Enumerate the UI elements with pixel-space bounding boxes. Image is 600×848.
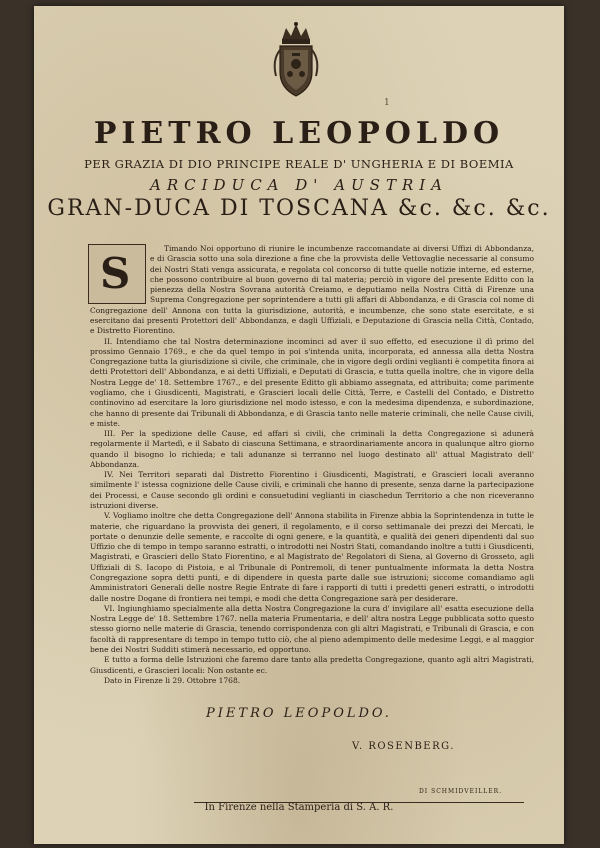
- paragraph-4: IV. Nei Territori separati dal Distretto Fiorentino i Giusdicenti, Magistrati, e Grascieri locali averanno similmente l' istessa cognizione delle Cause civili, e criminali che hanno di presente, senza darne la partecipazione dei Processi, e Cause secondo gli ordini e consuetudini veglianti in ciaschedun Territorio a che non riceveranno istruzioni diverse.: [90, 470, 534, 511]
- initial-letter: S: [100, 249, 131, 298]
- page-mark: 1: [384, 98, 390, 108]
- paragraph-1: Timando Noi opportuno di riunire le incumbenze raccomandate ai diversi Uffizi di Abbondanza, e di Grascia sotto una sola direzione a fine che la provvista delle Vettovaglie necessarie al consumo dei Nostri Stati venga assicurata, e regolata col concorso di tutte quelle notizie interne, ed esterne, che possono contribuire al buon governo di tal materia; perciò in vigore del presente Editto con la pienezza della Nostra Sovrana autorità Creiamo, e deputiamo nella Nostra Città di Firenze una Suprema Congregazione per soprintendere a tutti gli affari di Abbondanza, e di Grascia col nome di Congregazione dell' Annona con tutta la giurisdizione, autorità, e incumbenze, che sono state esercitate, e si esercitano dai presenti Protettori dell' Abbondanza, e dagli Uffiziali, e Deputazione di Grascia nella Città, Contado, e Distretto Fiorentino.: [90, 244, 534, 336]
- document-title: PIETRO LEOPOLDO: [93, 116, 505, 151]
- coat-of-arms-icon: [268, 20, 324, 100]
- signature: PIETRO LEOPOLDO.: [206, 706, 392, 721]
- secretary-name: DI SCHMIDVEILLER.: [419, 788, 503, 795]
- paragraph-5: V. Vogliamo inoltre che detta Congregazione dell' Annona stabilita in Firenze abbia la Soprintendenza in tutte le materie, che riguardano la provvista dei generi, il regolamento, e il corso settimanale dei prezzi dei Mercati, le portate o denunzie delle semente, e raccolte di ogni genere, e la quantità, e qualità dei generi dipendenti dal suo Uffizio che di tempo in tempo saranno estratti, o introdotti nei Nostri Stati, comandando inoltre a tutti i Giusdicenti, Magistrati, e Grascieri dello Stato Fiorentino, e al Magistrato de' Regolatori di Siena, al Governo di Grosseto, agli Uffiziali di S. Iacopo di Pistoia, e al Tribunale di Pontremoli, di tener puntualmente informata la detta Nostra Congregazione sopra detti punti, e di dipendere in questa parte dalle sue istruzioni; siccome comandiamo agli Amministratori Generali delle nostre Regie Entrate di fare i rapporti di tutti i predetti generi estratti, o introdotti dalle nostre Dogane di frontiera nei tempi, e modi che detta Congregazione sarà per desiderare.: [90, 511, 534, 603]
- title-line-4: GRAN-DUCA DI TOSCANA &c. &c. &c.: [47, 196, 551, 221]
- decorated-initial: [88, 244, 146, 304]
- paragraph-2: II. Intendiamo che tal Nostra determinazione incominci ad aver il suo effetto, ed esecuzione il dì primo del prossimo Gennaio 1769., e che da quel tempo in poi s'intenda unita, incorporata, ed annessa alla detta Nostra Congregazione tutta la giurisdizione sì civile, che criminale, che in vigore degli ordini veglianti è competita finora ai detti Protettori dell' Abbondanza, e ai detti Uffiziali, e Deputati di Grascia, e tutta quella inoltre, che in vigore della Nostra Legge de' 18. Settembre 1767., e del presente Editto gli abbiamo assegnata, ed attribuita; come parimente vogliamo, che i Giusdicenti, Magistrati, e Grascieri locali delle Città, Terre, e Castelli del Contado, e Distretto continovino ad esercitare la loro giurisdizione nel modo istesso, e con la medesima dipendenza, e subordinazione, che hanno di presente dai Tribunali di Abbondanza, e di Grascia tanto nelle materie criminali, che nelle Cause civili, e miste.: [90, 336, 534, 428]
- title-line-2: PER GRAZIA DI DIO PRINCIPE REALE D' UNGHERIA E DI BOEMIA: [84, 157, 514, 171]
- paragraph-3: III. Per la spedizione delle Cause, ed affari sì civili, che criminali la detta Congregazione si adunerà regolarmente il Martedì, e il Sabato di ciascuna Settimana, e straordinariamente ancora in qualunque altro giorno quando il bisogno lo richieda; e tali adunanze si terranno nel luogo destinato all' attual Magistrato dell' Abbondanza.: [90, 429, 534, 469]
- title-line-3: ARCIDUCA D' AUSTRIA: [150, 176, 448, 194]
- document-page: [34, 6, 564, 844]
- printer-imprint: In Firenze nella Stamperia di S. A. R.: [204, 802, 394, 813]
- paragraph-date: Dato in Firenze li 29. Ottobre 1768.: [104, 675, 241, 685]
- countersignature: V. ROSENBERG.: [352, 741, 455, 752]
- paragraph-7: E tutto a forma delle Istruzioni che faremo dare tanto alla predetta Congregazione, quanto agli altri Magistrati, Giusdicenti, e Grascieri locali: Non ostante ec.: [90, 655, 534, 675]
- edict-body: [90, 244, 534, 700]
- paragraph-6: VI. Ingiunghiamo specialmente alla detta Nostra Congregazione la cura d' invigilare all' esatta esecuzione della Nostra Legge de' 18. Settembre 1767. nella materia Frumentaria, e dell' altra nostra Legge pubblicata sotto questo stesso giorno nelle materie di Grascia, tenendo corrispondenza con gli altri Magistrati, e Tribunali di Grascia, e con facoltà di rappresentare di tempo in tempo tutto ciò, che al pieno adempimento delle medesime Leggi, e al maggior bene dei Nostri Sudditi stimerà necessario, ed opportuno.: [90, 603, 534, 654]
